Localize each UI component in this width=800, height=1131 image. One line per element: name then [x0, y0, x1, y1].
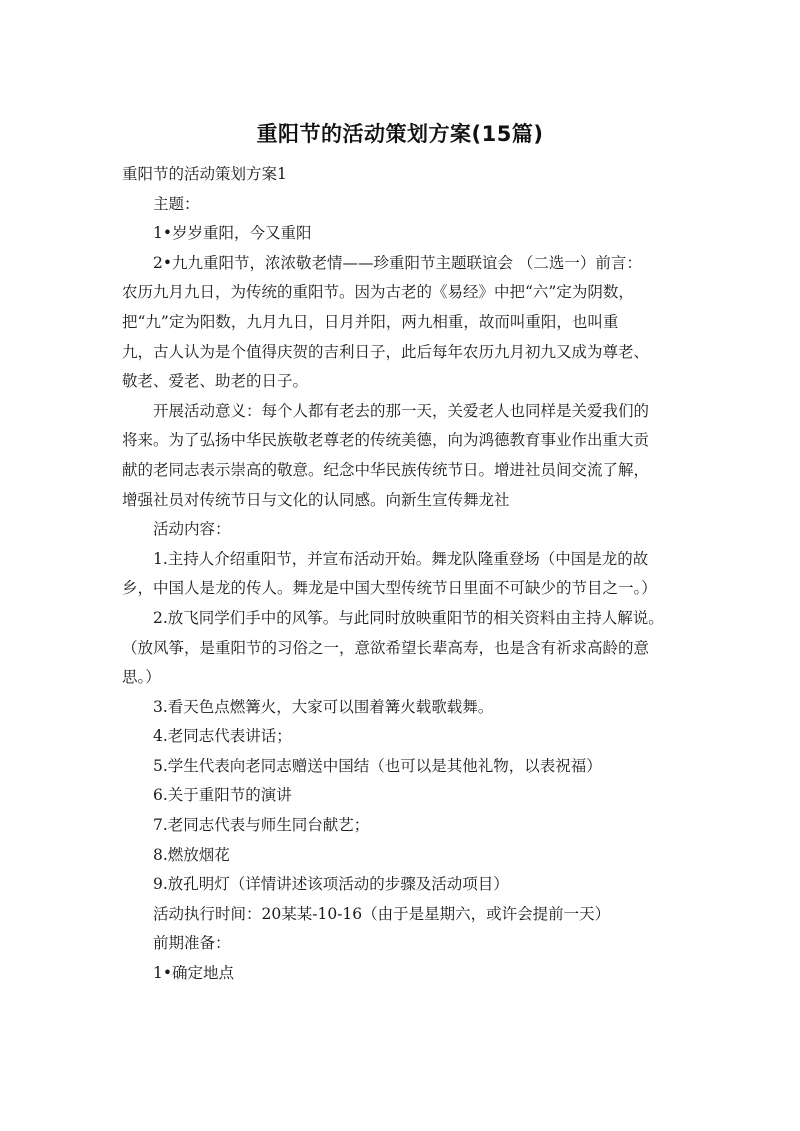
text-line: 主题：: [153, 194, 200, 213]
text-line: 把“九”定为阳数，九月九日，日月并阳，两九相重，故而叫重阳，也叫重: [122, 312, 619, 331]
text-line: 1•确定地点: [153, 964, 235, 983]
text-line: 敬老、爱老、助老的日子。: [122, 372, 309, 391]
text-line: 开展活动意义：每个人都有老去的那一天，关爱老人也同样是关爱我们的: [153, 401, 650, 420]
text-line: 活动执行时间：20某某-10-16（由于是星期六，或许会提前一天）: [153, 904, 611, 923]
text-line: 9.放孔明灯（详情讲述该项活动的步骤及活动项目）: [153, 875, 509, 894]
text-line: 九，古人认为是个值得庆贺的吉利日子，此后每年农历九月初九又成为尊老、: [122, 342, 650, 361]
text-line: 3.看天色点燃篝火，大家可以围着篝火载歌载舞。: [153, 697, 494, 716]
text-line: 2•九九重阳节，浓浓敬老情——珍重阳节主题联谊会 （二选一）前言：: [153, 253, 642, 272]
text-line: 8.燃放烟花: [153, 845, 230, 864]
text-line: 1•岁岁重阳，今又重阳: [153, 224, 312, 243]
text-line: 1.主持人介绍重阳节，并宣布活动开始。舞龙队隆重登场（中国是龙的故: [153, 549, 649, 568]
text-line: 6.关于重阳节的演讲: [153, 786, 292, 805]
text-line: 4.老同志代表讲话；: [153, 727, 292, 746]
text-line: 献的老同志表示崇高的敬意。纪念中华民族传统节日。增进社员间交流了解，: [122, 460, 650, 479]
text-line: 重阳节的活动策划方案1: [122, 165, 287, 183]
document-body: [122, 160, 682, 989]
text-line: 2.放飞同学们手中的风筝。与此同时放映重阳节的相关资料由主持人解说。: [153, 608, 664, 627]
text-line: 思。）: [122, 668, 161, 687]
text-line: 农历九月九日，为传统的重阳节。因为古老的《易经》中把“六”定为阴数，: [122, 283, 634, 302]
text-line: 增强社员对传统节日与文化的认同感。向新生宣传舞龙社: [122, 490, 510, 509]
text-line: 乡，中国人是龙的传人。舞龙是中国大型传统节日里面不可缺少的节目之一。）: [122, 579, 657, 598]
text-line: 7.老同志代表与师生同台献艺；: [153, 816, 370, 835]
document-title: 重阳节的活动策划方案(15篇): [256, 122, 544, 146]
text-line: （放风筝，是重阳节的习俗之一，意欲希望长辈高寿，也是含有祈求高龄的意: [122, 638, 650, 657]
text-line: 将来。为了弘扬中华民族敬老尊老的传统美德，向为鸿德教育事业作出重大贡: [122, 431, 650, 450]
text-line: 5.学生代表向老同志赠送中国结（也可以是其他礼物，以表祝福）: [153, 756, 602, 775]
text-line: 活动内容：: [153, 520, 231, 539]
text-line: 前期准备：: [153, 934, 231, 953]
